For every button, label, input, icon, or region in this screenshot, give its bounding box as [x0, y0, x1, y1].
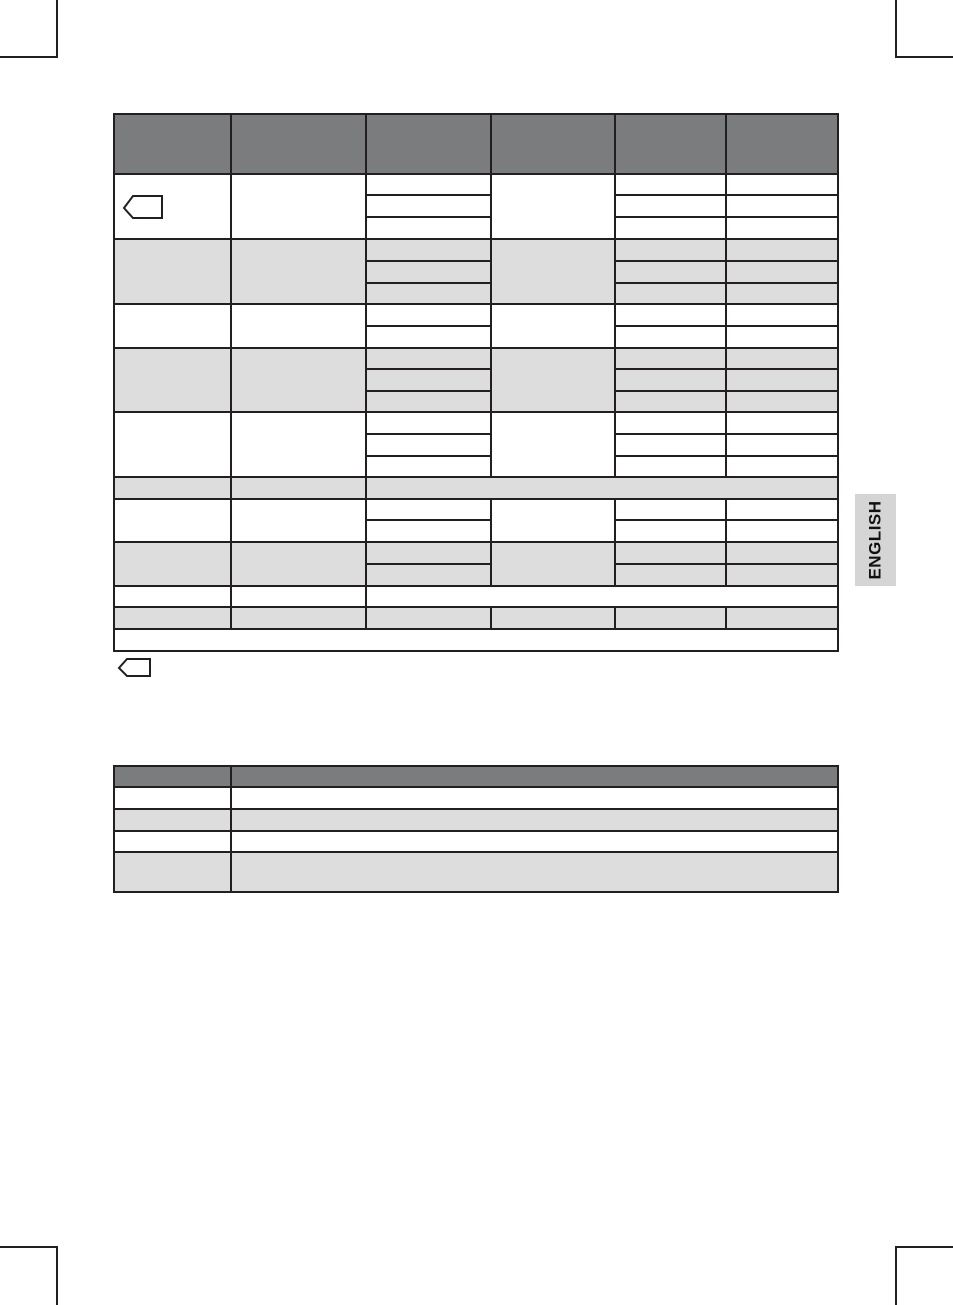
- table-row: [114, 478, 838, 499]
- table-header: [114, 114, 838, 174]
- table-row-group: [114, 348, 838, 412]
- table-row-group: [114, 239, 838, 304]
- table-header: [114, 766, 838, 787]
- table-row: [114, 607, 838, 628]
- table-row: [114, 809, 838, 830]
- table-row: [114, 852, 838, 892]
- language-tab-label: ENGLISH: [865, 500, 885, 580]
- memory-card-icon: [120, 193, 166, 221]
- language-tab: [855, 494, 896, 586]
- footnote-memory-card-icon: [116, 656, 154, 680]
